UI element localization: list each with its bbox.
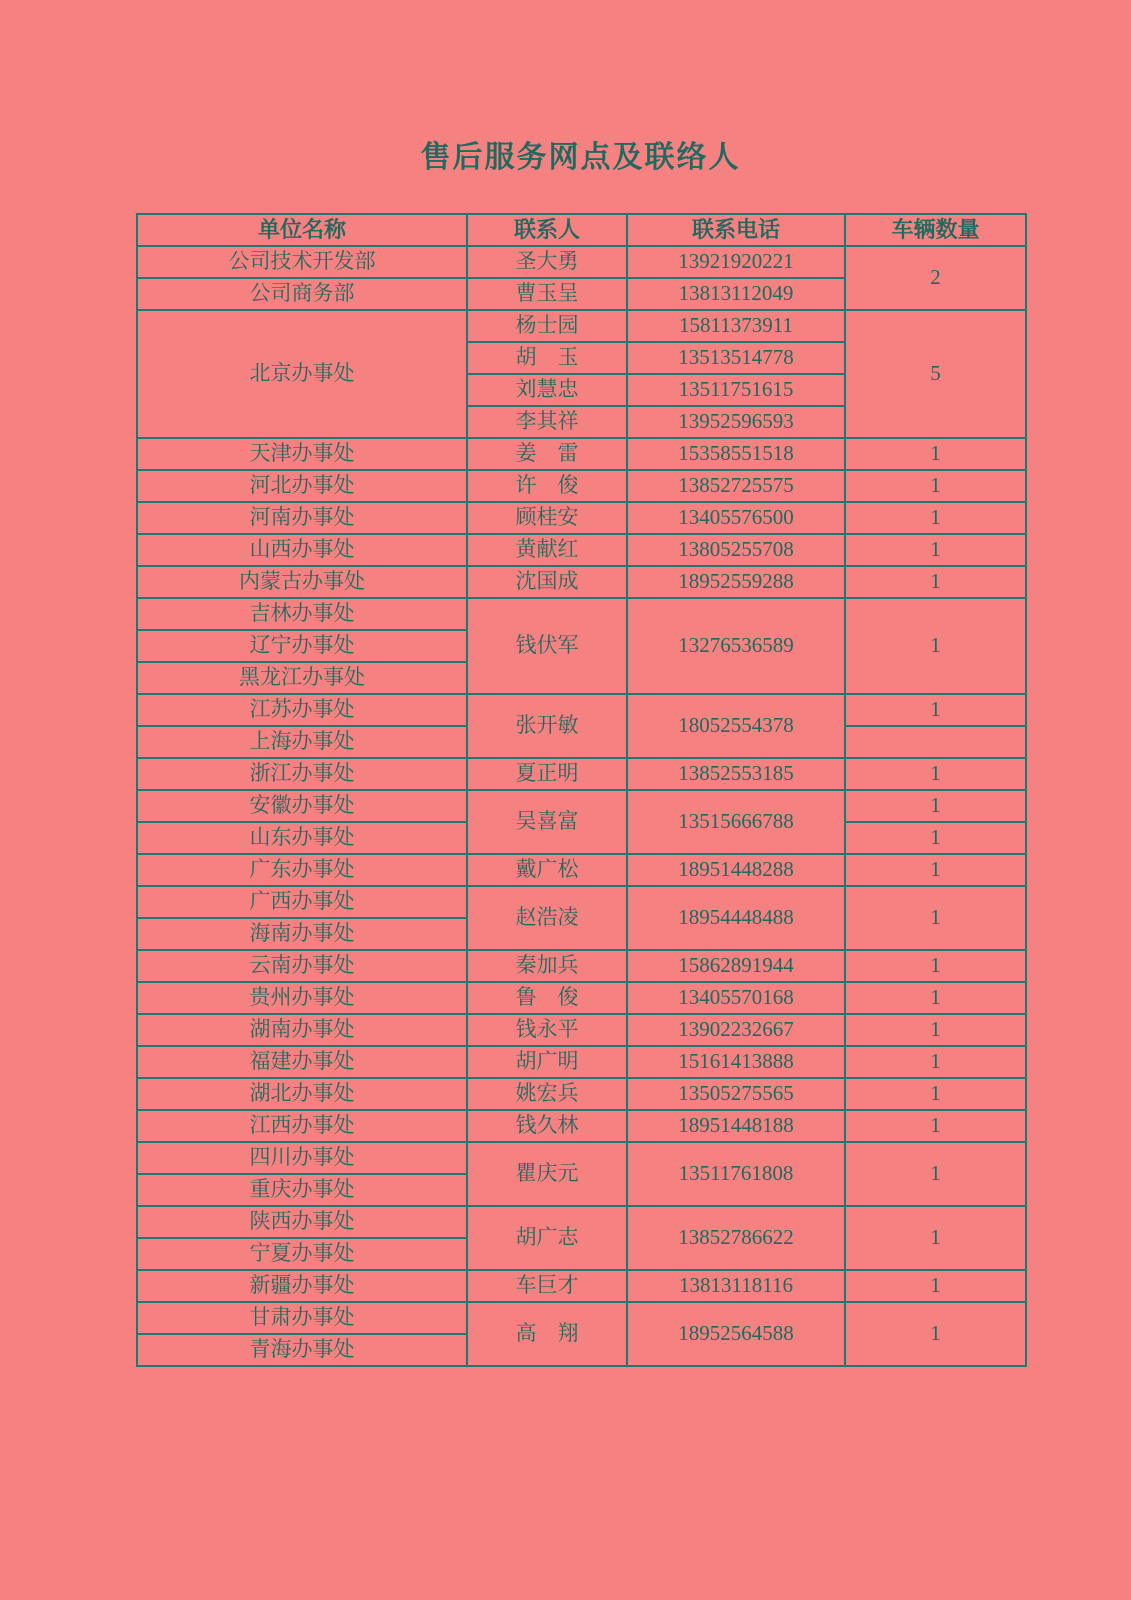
table-row bbox=[137, 950, 1026, 982]
table-cell: 贵州办事处 bbox=[137, 982, 467, 1014]
table-row bbox=[137, 982, 1026, 1014]
table-cell: 1 bbox=[845, 694, 1026, 726]
table-cell: 夏正明 bbox=[467, 758, 627, 790]
table-row bbox=[137, 790, 1026, 822]
table-row bbox=[137, 854, 1026, 886]
table-cell: 1 bbox=[845, 886, 1026, 950]
page-title: 售后服务网点及联络人 bbox=[420, 141, 741, 174]
table-body bbox=[137, 246, 1026, 1366]
table-cell: 安徽办事处 bbox=[137, 790, 467, 822]
table-cell: 13511751615 bbox=[627, 374, 845, 406]
table-cell: 1 bbox=[845, 1142, 1026, 1206]
table-row bbox=[137, 566, 1026, 598]
table-cell: 1 bbox=[845, 950, 1026, 982]
table-cell: 辽宁办事处 bbox=[137, 630, 467, 662]
table-row bbox=[137, 1270, 1026, 1302]
table-cell: 江苏办事处 bbox=[137, 694, 467, 726]
table-cell: 18952564588 bbox=[627, 1302, 845, 1366]
table-cell: 钱久林 bbox=[467, 1110, 627, 1142]
table-cell: 18954448488 bbox=[627, 886, 845, 950]
table-cell: 甘肃办事处 bbox=[137, 1302, 467, 1334]
table-cell: 1 bbox=[845, 1110, 1026, 1142]
table-cell: 车巨才 bbox=[467, 1270, 627, 1302]
table-cell: 1 bbox=[845, 470, 1026, 502]
table-cell: 陕西办事处 bbox=[137, 1206, 467, 1238]
table-cell: 13852786622 bbox=[627, 1206, 845, 1270]
table-cell: 1 bbox=[845, 502, 1026, 534]
table-cell: 吴喜富 bbox=[467, 790, 627, 854]
table-row bbox=[137, 438, 1026, 470]
table-cell: 沈国成 bbox=[467, 566, 627, 598]
table-row bbox=[137, 1142, 1026, 1174]
table-cell: 内蒙古办事处 bbox=[137, 566, 467, 598]
table-row bbox=[137, 1046, 1026, 1078]
table-cell: 15811373911 bbox=[627, 310, 845, 342]
table-cell: 重庆办事处 bbox=[137, 1174, 467, 1206]
table-cell: 5 bbox=[845, 310, 1026, 438]
table-cell: 黑龙江办事处 bbox=[137, 662, 467, 694]
table-cell: 1 bbox=[845, 1014, 1026, 1046]
table-cell: 1 bbox=[845, 854, 1026, 886]
table-cell: 2 bbox=[845, 246, 1026, 310]
table-cell: 宁夏办事处 bbox=[137, 1238, 467, 1270]
table-cell: 公司商务部 bbox=[137, 278, 467, 310]
table-cell: 1 bbox=[845, 790, 1026, 822]
table-cell: 15862891944 bbox=[627, 950, 845, 982]
table-cell: 刘慧忠 bbox=[467, 374, 627, 406]
table-cell: 湖北办事处 bbox=[137, 1078, 467, 1110]
table-cell: 云南办事处 bbox=[137, 950, 467, 982]
table-cell: 上海办事处 bbox=[137, 726, 467, 758]
header-cell: 联系电话 bbox=[627, 214, 845, 246]
table-cell: 湖南办事处 bbox=[137, 1014, 467, 1046]
table-cell: 13405570168 bbox=[627, 982, 845, 1014]
table-row bbox=[137, 1110, 1026, 1142]
table-cell: 13813112049 bbox=[627, 278, 845, 310]
table-cell: 13515666788 bbox=[627, 790, 845, 854]
table-cell: 钱永平 bbox=[467, 1014, 627, 1046]
table-cell: 圣大勇 bbox=[467, 246, 627, 278]
table-cell: 13276536589 bbox=[627, 598, 845, 694]
table-cell: 1 bbox=[845, 758, 1026, 790]
table-row bbox=[137, 1078, 1026, 1110]
table-cell: 1 bbox=[845, 1270, 1026, 1302]
table-cell: 山东办事处 bbox=[137, 822, 467, 854]
table-cell: 北京办事处 bbox=[137, 310, 467, 438]
table-cell: 戴广松 bbox=[467, 854, 627, 886]
table-cell: 新疆办事处 bbox=[137, 1270, 467, 1302]
contacts-table bbox=[136, 213, 1027, 1367]
table-cell: 河南办事处 bbox=[137, 502, 467, 534]
table-cell: 13513514778 bbox=[627, 342, 845, 374]
table-cell: 18952559288 bbox=[627, 566, 845, 598]
table-cell: 江西办事处 bbox=[137, 1110, 467, 1142]
table-row bbox=[137, 598, 1026, 630]
table-cell: 1 bbox=[845, 1302, 1026, 1366]
table-row bbox=[137, 758, 1026, 790]
table-cell: 四川办事处 bbox=[137, 1142, 467, 1174]
table-row bbox=[137, 694, 1026, 726]
table-header-row bbox=[137, 214, 1026, 246]
table-cell: 李其祥 bbox=[467, 406, 627, 438]
table-cell: 胡 玉 bbox=[467, 342, 627, 374]
table-row bbox=[137, 886, 1026, 918]
table-cell: 公司技术开发部 bbox=[137, 246, 467, 278]
table-cell: 广东办事处 bbox=[137, 854, 467, 886]
table-cell: 瞿庆元 bbox=[467, 1142, 627, 1206]
table-cell: 1 bbox=[845, 822, 1026, 854]
header-cell: 联系人 bbox=[467, 214, 627, 246]
table-cell: 18052554378 bbox=[627, 694, 845, 758]
table-cell: 15161413888 bbox=[627, 1046, 845, 1078]
table-cell: 福建办事处 bbox=[137, 1046, 467, 1078]
table-cell: 海南办事处 bbox=[137, 918, 467, 950]
table-row bbox=[137, 1014, 1026, 1046]
table-row bbox=[137, 310, 1026, 342]
table-cell: 13852725575 bbox=[627, 470, 845, 502]
table-cell: 高 翔 bbox=[467, 1302, 627, 1366]
table-cell: 18951448288 bbox=[627, 854, 845, 886]
table-cell: 1 bbox=[845, 1078, 1026, 1110]
header-cell: 单位名称 bbox=[137, 214, 467, 246]
table-cell: 13805255708 bbox=[627, 534, 845, 566]
table-row bbox=[137, 502, 1026, 534]
table-cell: 1 bbox=[845, 534, 1026, 566]
table-cell: 13921920221 bbox=[627, 246, 845, 278]
table-cell bbox=[845, 726, 1026, 758]
table-cell: 张开敏 bbox=[467, 694, 627, 758]
table-cell: 1 bbox=[845, 598, 1026, 694]
table-cell: 鲁 俊 bbox=[467, 982, 627, 1014]
table-cell: 13813118116 bbox=[627, 1270, 845, 1302]
table-cell: 顾桂安 bbox=[467, 502, 627, 534]
table-row bbox=[137, 470, 1026, 502]
table-cell: 1 bbox=[845, 438, 1026, 470]
table-row bbox=[137, 1302, 1026, 1334]
table-row bbox=[137, 1206, 1026, 1238]
table-cell: 杨士园 bbox=[467, 310, 627, 342]
table-cell: 钱伏军 bbox=[467, 598, 627, 694]
table-cell: 胡广明 bbox=[467, 1046, 627, 1078]
table-row bbox=[137, 246, 1026, 278]
table-cell: 1 bbox=[845, 982, 1026, 1014]
table-cell: 河北办事处 bbox=[137, 470, 467, 502]
table-cell: 黄献红 bbox=[467, 534, 627, 566]
table-cell: 13511761808 bbox=[627, 1142, 845, 1206]
table-cell: 姚宏兵 bbox=[467, 1078, 627, 1110]
header-cell: 车辆数量 bbox=[845, 214, 1026, 246]
table-cell: 1 bbox=[845, 1206, 1026, 1270]
table-row bbox=[137, 534, 1026, 566]
table-cell: 秦加兵 bbox=[467, 950, 627, 982]
table-cell: 吉林办事处 bbox=[137, 598, 467, 630]
table-cell: 13902232667 bbox=[627, 1014, 845, 1046]
table-cell: 13505275565 bbox=[627, 1078, 845, 1110]
table-cell: 许 俊 bbox=[467, 470, 627, 502]
header-row bbox=[137, 214, 1026, 246]
table-cell: 姜 雷 bbox=[467, 438, 627, 470]
table-cell: 天津办事处 bbox=[137, 438, 467, 470]
table-cell: 赵浩凌 bbox=[467, 886, 627, 950]
table-cell: 曹玉呈 bbox=[467, 278, 627, 310]
table-cell: 13852553185 bbox=[627, 758, 845, 790]
table-cell: 13952596593 bbox=[627, 406, 845, 438]
table-cell: 胡广志 bbox=[467, 1206, 627, 1270]
table-cell: 1 bbox=[845, 1046, 1026, 1078]
table-cell: 山西办事处 bbox=[137, 534, 467, 566]
table-cell: 浙江办事处 bbox=[137, 758, 467, 790]
table-cell: 1 bbox=[845, 566, 1026, 598]
table-cell: 13405576500 bbox=[627, 502, 845, 534]
table-cell: 18951448188 bbox=[627, 1110, 845, 1142]
table-cell: 广西办事处 bbox=[137, 886, 467, 918]
table-cell: 15358551518 bbox=[627, 438, 845, 470]
table-cell: 青海办事处 bbox=[137, 1334, 467, 1366]
